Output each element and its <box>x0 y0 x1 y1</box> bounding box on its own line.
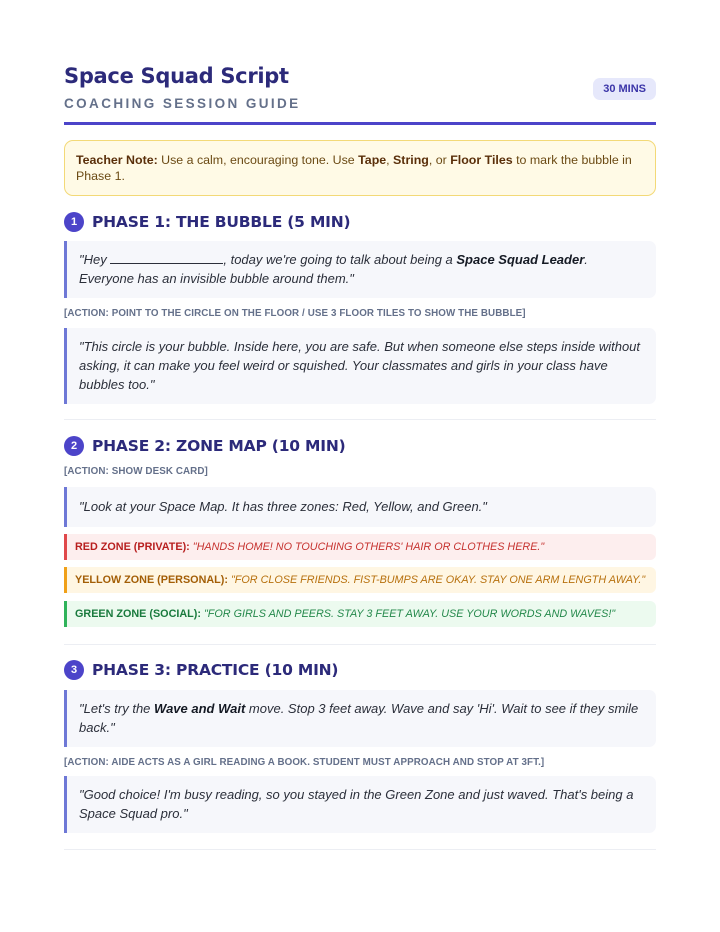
section-divider <box>64 849 656 850</box>
phase-1-action: [ACTION: POINT TO THE CIRCLE ON THE FLOOR / USE 3 FLOOR TILES TO SHOW THE BUBBLE] <box>64 308 526 319</box>
header <box>64 62 656 111</box>
section-divider <box>64 419 656 420</box>
quote-emphasis: Space Squad Leader <box>456 252 585 267</box>
title-block <box>64 62 301 111</box>
phase-3-action: [ACTION: AIDE ACTS AS A GIRL READING A BOOK. STUDENT MUST APPROACH AND STOP AT 3FT.] <box>64 757 545 768</box>
phase-1-heading <box>64 212 656 232</box>
phase-2-section <box>64 436 656 456</box>
phase-1-quote-intro <box>64 241 656 298</box>
red-zone-card <box>64 534 656 560</box>
phase-1-number: 1 <box>64 212 84 232</box>
quote-text: move. Stop 3 feet away. Wave and say 'Hi'. Wait to see if they smile back." <box>79 701 639 735</box>
yellow-zone-text: "FOR CLOSE FRIENDS. FIST-BUMPS ARE OKAY. STAY ONE ARM LENGTH AWAY." <box>230 574 646 586</box>
quote-emphasis: Wave and Wait <box>154 701 246 716</box>
teacher-note-text-end: to mark the bubble in Phase 1. <box>76 153 632 183</box>
phase-3-heading <box>64 660 656 680</box>
red-zone-text: "HANDS HOME! NO TOUCHING OTHERS' HAIR OR CLOTHES HERE." <box>192 541 545 553</box>
header-rule <box>64 122 656 125</box>
note-item-string: String <box>393 153 429 167</box>
note-separator: , <box>386 153 394 167</box>
page-title: Space Squad Script <box>64 64 289 88</box>
phase-2-quote: "Look at your Space Map. It has three zones: Red, Yellow, and Green." <box>64 487 656 527</box>
teacher-note-label: Teacher Note: <box>76 153 158 167</box>
phase-2-title: PHASE 2: ZONE MAP (10 MIN) <box>92 437 346 455</box>
phase-3-section <box>64 660 656 680</box>
page-subtitle: COACHING SESSION GUIDE <box>64 96 301 111</box>
phase-1-quote-bubble: "This circle is your bubble. Inside here, you are safe. But when someone else steps inside without asking, it can make you feel weird or squished. Your classmates and girls in your class have bubbles too." <box>64 328 656 404</box>
teacher-note <box>64 140 656 196</box>
yellow-zone-card <box>64 567 656 593</box>
phase-2-number: 2 <box>64 436 84 456</box>
teacher-note-text: Use a calm, encouraging tone. Use <box>157 153 359 167</box>
section-divider <box>64 644 656 645</box>
red-zone-label: RED ZONE (PRIVATE): <box>75 541 190 553</box>
script-page <box>64 62 656 196</box>
note-item-tape: Tape <box>358 153 387 167</box>
phase-2-action: [ACTION: SHOW DESK CARD] <box>64 466 208 477</box>
green-zone-card <box>64 601 656 627</box>
duration-badge: 30 MINS <box>593 78 656 100</box>
name-blank <box>110 252 223 264</box>
quote-text: "Let's try the <box>79 701 155 716</box>
green-zone-label: GREEN ZONE (SOCIAL): <box>75 608 201 620</box>
note-separator: , or <box>428 153 451 167</box>
yellow-zone-label: YELLOW ZONE (PERSONAL): <box>75 574 228 586</box>
phase-2-heading <box>64 436 656 456</box>
phase-1-section <box>64 212 656 232</box>
quote-text: "Hey <box>79 252 111 267</box>
phase-3-quote-practice <box>64 690 656 747</box>
phase-3-title: PHASE 3: PRACTICE (10 MIN) <box>92 661 339 679</box>
quote-text: , today we're going to talk about being a <box>223 252 457 267</box>
note-item-floor-tiles: Floor Tiles <box>450 153 513 167</box>
phase-3-quote-praise: "Good choice! I'm busy reading, so you stayed in the Green Zone and just waved. That's being a Space Squad pro." <box>64 776 656 833</box>
quote-text: . Everyone has an invisible bubble around them." <box>79 252 588 286</box>
green-zone-text: "FOR GIRLS AND PEERS. STAY 3 FEET AWAY. USE YOUR WORDS AND WAVES!" <box>203 608 616 620</box>
phase-3-number: 3 <box>64 660 84 680</box>
phase-1-title: PHASE 1: THE BUBBLE (5 MIN) <box>92 213 351 231</box>
